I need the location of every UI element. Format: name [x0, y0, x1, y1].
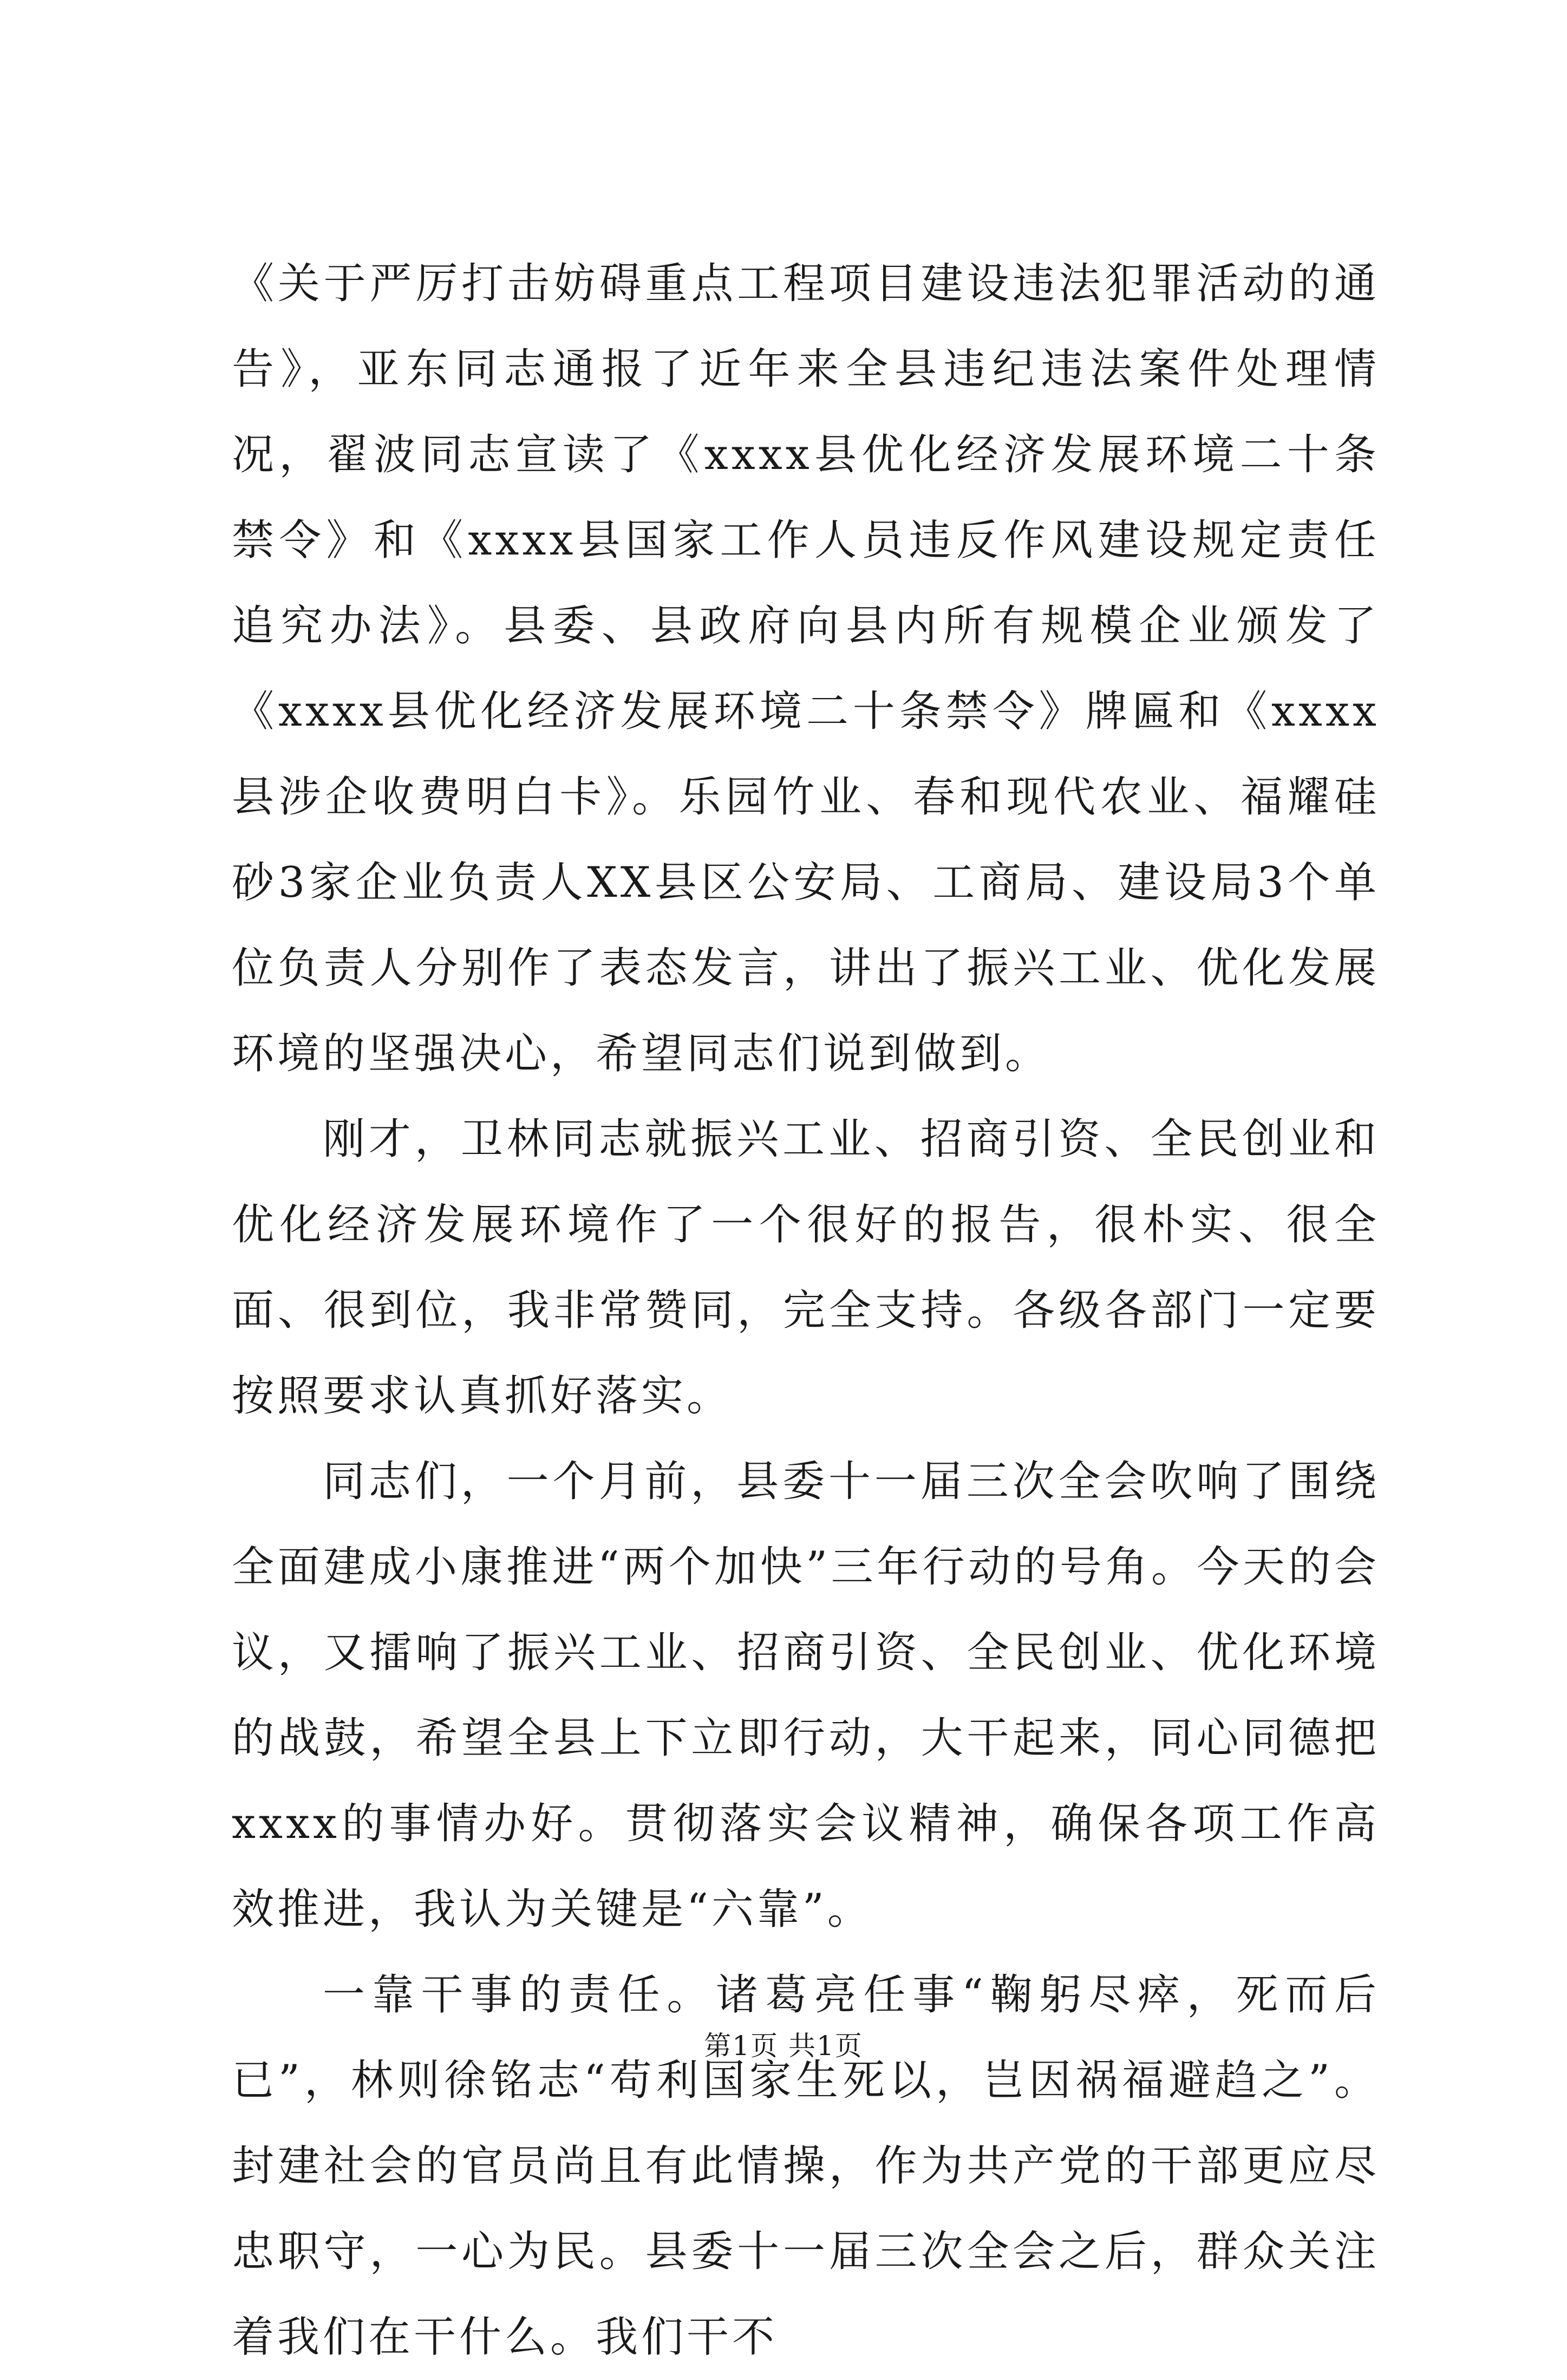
paragraph-4: 一靠干事的责任。诸葛亮任事“鞠躬尽瘁，死而后已”，林则徐铭志“苟利国家生死以，岂因祸福避趋之”。封建社会的官员尚且有此情操，作为共产党的干部更应尽忠职守，一心为民。县委十一届三次全会之后，群众关注着我们在干什么。我们干不 [232, 1971, 1380, 2362]
page-footer: 第1页 共1页 [704, 2030, 863, 2062]
paragraph-3: 同志们，一个月前，县委十一届三次全会吹响了围绕全面建成小康推进“两个加快”三年行动的号角。今天的会议，又擂响了振兴工业、招商引资、全民创业、优化环境的战鼓，希望全县上下立即行动，大干起来，同心同德把xxxx的事情办好。贯彻落实会议精神，确保各项工作高效推进，我认为关键是“六靠”。 [232, 1457, 1380, 1934]
paragraph-1: 《关于严厉打击妨碍重点工程项目建设违法犯罪活动的通告》，亚东同志通报了近年来全县违纪违法案件处理情况，翟波同志宣读了《xxxx县优化经济发展环境二十条禁令》和《xxxx县国家工作人员违反作风建设规定责任追究办法》。县委、县政府向县内所有规模企业颁发了《xxxx县优化经济发展环境二十条禁令》牌匾和《xxxx县涉企收费明白卡》。乐园竹业、春和现代农业、福耀硅砂3家企业负责人XX县区公安局、工商局、建设局3个单位负责人分别作了表态发言，讲出了振兴工业、优化发展环境的坚强决心，希望同志们说到做到。 [232, 259, 1380, 1078]
paragraph-2: 刚才，卫林同志就振兴工业、招商引资、全民创业和优化经济发展环境作了一个很好的报告，很朴实、很全面、很到位，我非常赞同，完全支持。各级各部门一定要按照要求认真抓好落实。 [232, 1115, 1380, 1420]
